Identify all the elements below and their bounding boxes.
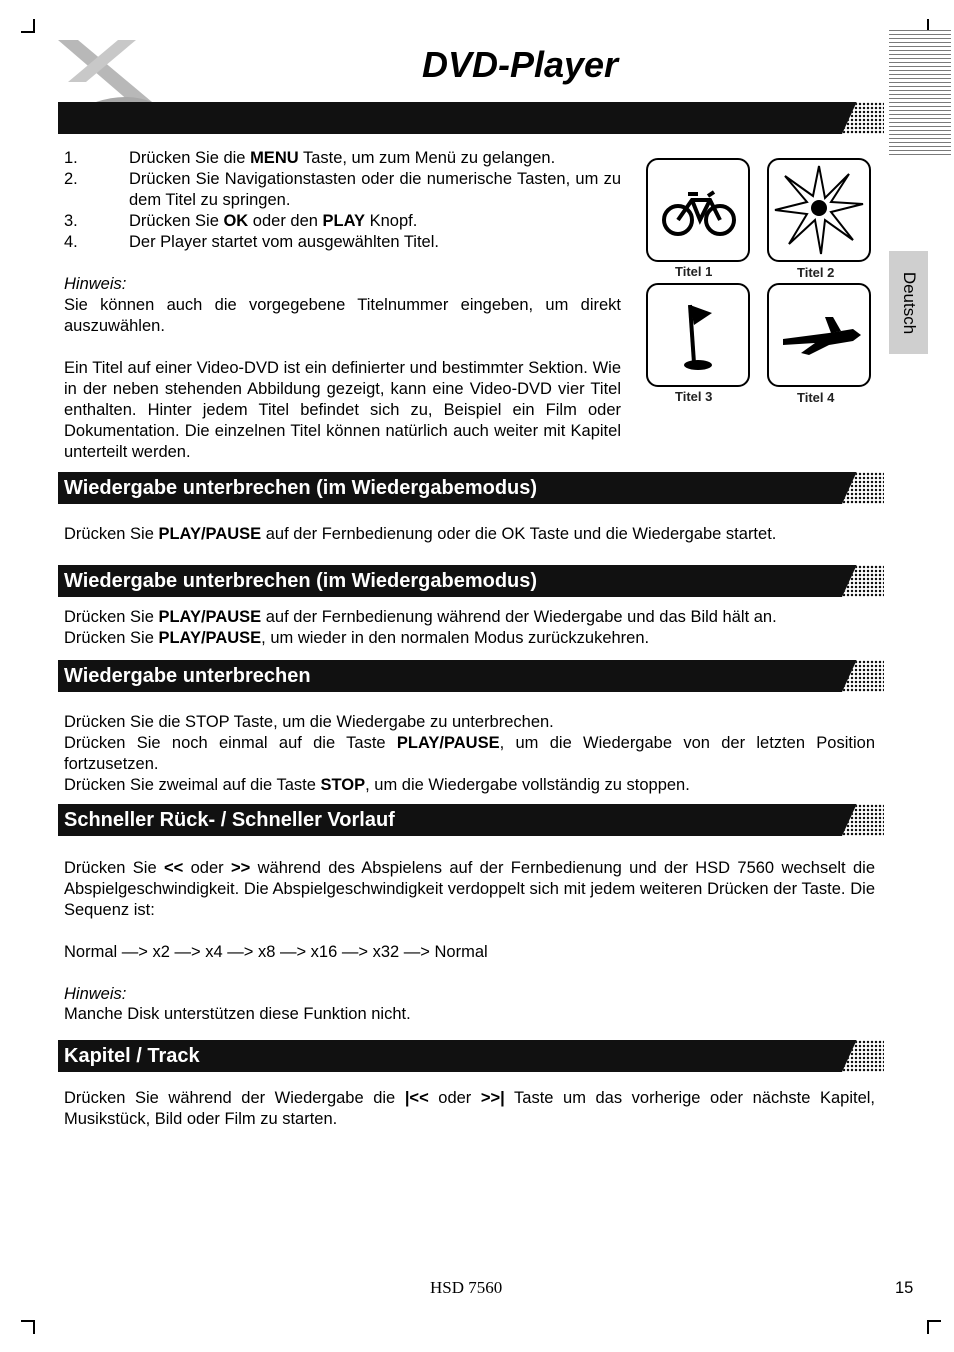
section-heading: Wiedergabe unterbrechen (im Wiedergabemodus) — [58, 565, 884, 597]
header-bar — [58, 102, 884, 134]
page-number: 15 — [895, 1279, 914, 1297]
crop-mark-bottom-left — [21, 1320, 35, 1334]
section-heading: Wiedergabe unterbrechen — [58, 660, 884, 692]
section-text: Drücken Sie PLAY/PAUSE auf der Fernbedienung oder die OK Taste und die Wiedergabe startet. — [64, 525, 777, 543]
figure-label-titel-1: Titel 1 — [675, 264, 713, 279]
section-text: Drücken Sie die STOP Taste, um die Wiedergabe zu unterbrechen. Drücken Sie noch einmal auf die Taste PLAY/PAUSE, um die Wiedergabe von der letzten Position fortzusetzen. Drücken Sie zweimal auf die Taste STOP, um die Wiedergabe vollständig zu stoppen. — [64, 713, 875, 794]
flag-icon — [646, 283, 750, 387]
section-text: Drücken Sie << oder >> während des Abspielens auf der Fernbedienung und der HSD 7560 wechselt die Abspielgeschwindigkeit. Die Abspielgeschwindigkeit verdoppelt sich mit jedem weiteren Drücken der Taste. Die Sequenz ist: — [64, 859, 875, 919]
airplane-icon — [767, 283, 871, 387]
note-text: Manche Disk unterstützen diese Funktion nicht. — [64, 1005, 411, 1023]
section-heading: Wiedergabe unterbrechen (im Wiedergabemodus) — [58, 472, 884, 504]
section-text: Drücken Sie während der Wiedergabe die |<< oder >>| Taste um das vorherige oder nächste Kapitel, Musikstück, Bild oder Film zu starten. — [64, 1089, 876, 1128]
list-item: 1. Drücken Sie die MENU Taste, um zum Menü zu gelangen. — [64, 149, 556, 167]
bicycle-icon — [646, 158, 750, 262]
list-item: 3. Drücken Sie OK oder den PLAY Knopf. — [64, 212, 418, 230]
list-item: 4. Der Player startet vom ausgewählten Titel. — [64, 233, 439, 251]
page-title: DVD-Player — [421, 44, 619, 85]
figure-label-titel-4: Titel 4 — [797, 390, 835, 405]
star-burst-icon — [767, 158, 871, 262]
intro-paragraph: Ein Titel auf einer Video-DVD ist ein definierter und bestimmter Sektion. Wie in der neben stehenden Abbildung gezeigt, kann eine Video-DVD vier Titel enthalten. Hinter jedem Titel befindet sich zu, Beispiel ein Film oder Dokumentation. Die einzelnen Titel können natürlich auch weiter mit Kapitel unterteilt werden. — [64, 359, 621, 461]
language-tab — [889, 251, 928, 354]
crop-mark-top-left — [21, 19, 35, 33]
figure-label-titel-3: Titel 3 — [675, 389, 713, 404]
note-text: Sie können auch die vorgegebene Titelnummer eingeben, um direkt auszuwählen. — [64, 296, 621, 335]
decorative-stripes — [889, 30, 951, 158]
list-item: 2. Drücken Sie Navigationstasten oder die numerische Tasten, um zu dem Titel zu springen. — [64, 170, 621, 209]
footer-brand: HSD 7560 — [430, 1278, 503, 1297]
title-figure — [640, 152, 884, 414]
crop-mark-bottom-right — [927, 1320, 941, 1334]
steps-list — [64, 148, 621, 253]
figure-label-titel-2: Titel 2 — [797, 265, 835, 280]
section-text: Drücken Sie PLAY/PAUSE auf der Fernbedienung während der Wiedergabe und das Bild hält an. Drücken Sie PLAY/PAUSE, um wieder in den normalen Modus zurückzukehren. — [64, 608, 777, 647]
section-heading: Schneller Rück- / Schneller Vorlauf — [58, 804, 884, 836]
speed-sequence: Normal —> x2 —> x4 —> x8 —> x16 —> x32 —> Normal — [64, 943, 488, 961]
section-heading: Kapitel / Track — [58, 1040, 884, 1072]
note-label: Hinweis: — [64, 985, 127, 1003]
language-tab-label: Deutsch — [899, 271, 919, 334]
note-label: Hinweis: — [64, 275, 127, 293]
